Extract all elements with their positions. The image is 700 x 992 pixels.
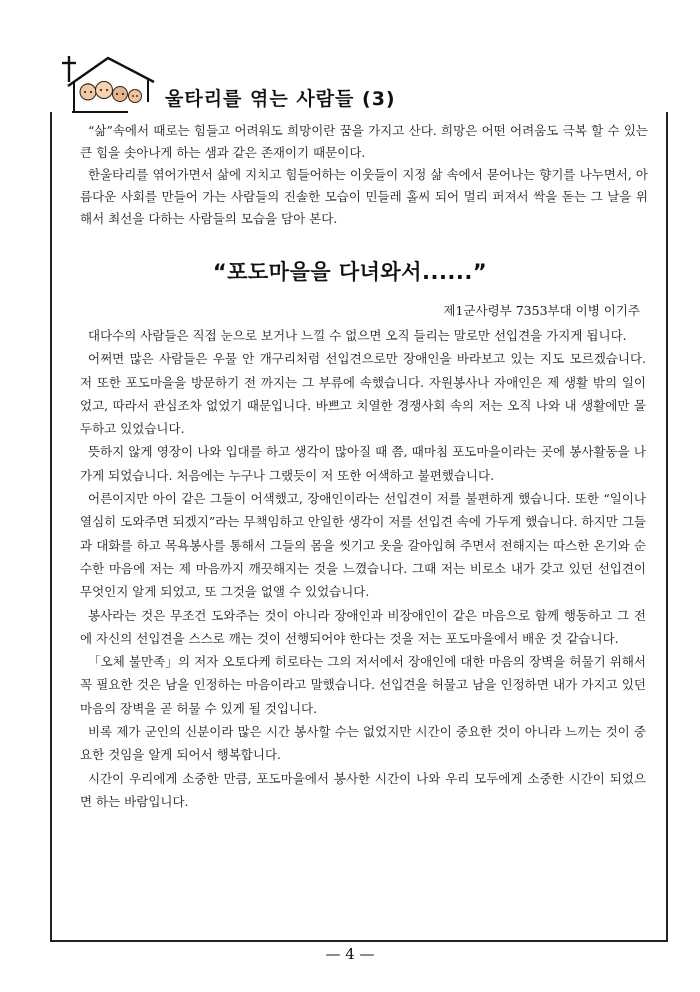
body-paragraph: 「오체 불만족」의 저자 오토다케 히로타는 그의 저서에서 장애인에 대한 마음의 장벽을 허물기 위해서 꼭 필요한 것은 남을 인정하는 마음이라고 말했습니다. 선입견을 허물고 남을 인정하면 내가 가지고 있던 마음의 장벽을 곧 허물 수 있게 될 것입니다.: [80, 654, 646, 716]
intro-paragraph: “삶”속에서 때로는 힘들고 어려워도 희망이란 꿈을 가지고 산다. 희망은 어떤 어려움도 극복 할 수 있는 큰 힘을 솟아나게 하는 샘과 같은 존재이기 때문이다.: [80, 123, 648, 160]
body-paragraph: 어쩌면 많은 사람들은 우물 안 개구리처럼 선입견으로만 장애인을 바라보고 있는 지도 모르겠습니다. 저 또한 포도마을을 방문하기 전 까지는 그 부류에 속했습니다. 자원봉사나 자애인은 제 생활 밖의 일이었고, 따라서 관심조차 없었기 때문입니다. 바쁘고 치열한 경쟁사회 속의 저는 오직 나와 내 생활에만 몰두하고 있었습니다.: [80, 351, 646, 437]
body-paragraph: 시간이 우리에게 소중한 만큼, 포도마을에서 봉사한 시간이 나와 우리 모두에게 소중한 시간이 되었으면 하는 바람입니다.: [80, 770, 646, 809]
body-paragraph: 어른이지만 아이 같은 그들이 어색했고, 장애인이라는 선입견이 저를 불편하게 했습니다. 또한 “일이나 열심히 도와주면 되겠지”라는 무책임하고 안일한 생각이 저를 선입견 속에 가두게 했습니다. 하지만 그들과 대화를 하고 목욕봉사를 통해서 그들의 몸을 씻기고 옷을 갈아입혀 주면서 전해지는 따스한 온기와 순수한 마음에 저는 제 마음까지 깨끗해지는 것을 느꼈습니다. 그때 저는 비로소 내가 갖고 있던 선입견이 무엇인지 알게 되었고, 또 그것을 없앨 수 있었습니다.: [80, 491, 646, 600]
body-paragraph: 대다수의 사람들은 직접 눈으로 보거나 느낄 수 없으면 오직 들리는 말로만 선입견을 가지게 됩니다.: [88, 328, 627, 343]
house-family-logo-icon: [58, 52, 158, 114]
body-paragraph: 뜻하지 않게 영장이 나와 입대를 하고 생각이 많아질 때 쯤, 때마침 포도마을이라는 곳에 봉사활동을 나가게 되었습니다. 처음에는 누구나 그랬듯이 저 또한 어색하고 불편했습니다.: [80, 444, 646, 483]
article-body: [80, 324, 646, 813]
intro-section: [80, 120, 648, 230]
series-title: 울타리를 엮는 사람들 (3): [165, 88, 396, 110]
article-title: “포도마을을 다녀와서......”: [212, 260, 488, 284]
intro-paragraph: 한울타리를 엮어가면서 삶에 지치고 힘들어하는 이웃들이 지정 삶 속에서 묻어나는 향기를 나누면서, 아름다운 사회를 만들어 가는 사람들의 진솔한 모습이 민들레 홀씨 되어 멀리 퍼져서 싹을 돋는 그 날을 위해서 최선을 다하는 사람들의 모습을 담아 본다.: [80, 167, 648, 226]
page-number: — 4 —: [325, 945, 375, 963]
body-paragraph: 봉사라는 것은 무조건 도와주는 것이 아니라 장애인과 비장애인이 같은 마음으로 함께 행동하고 그 전에 자신의 선입견을 스스로 깨는 것이 선행되어야 한다는 것을 저는 포도마을에서 배운 것 같습니다.: [80, 607, 646, 646]
body-paragraph: 비록 제가 군인의 신분이라 많은 시간 봉사할 수는 없었지만 시간이 중요한 것이 아니라 느끼는 것이 중요한 것임을 알게 되어서 행복합니다.: [80, 724, 646, 763]
article-byline: 제1군사령부 7353부대 이병 이기주: [443, 303, 640, 318]
